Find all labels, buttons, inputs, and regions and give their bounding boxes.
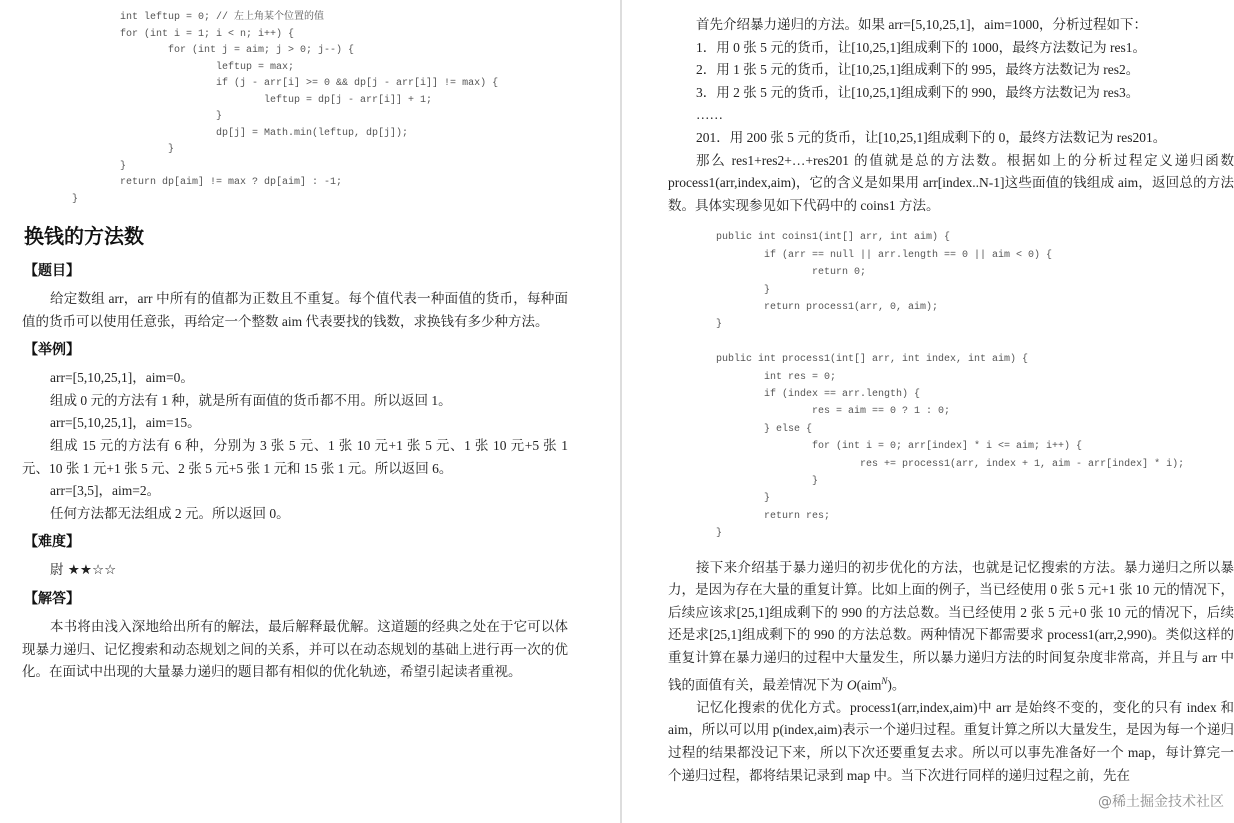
difficulty-rating: 尉 ★★☆☆ bbox=[50, 562, 117, 579]
code-block-dp: int leftup = 0; // 左上角某个位置的值 for (int i = 1; i < n; i++) { for (int j = aim; j > 0; j--) { leftup = max; if (j - arr[i] >= 0 && dp[j - arr[i]] != max) { leftup = dp[j - arr[i]] + 1; } dp[j] = Math.min(leftup, dp[j]); } } return dp[aim] != max ? dp[aim] : -1; } bbox=[72, 12, 499, 205]
step-line: 201．用 200 张 5 元的货币，让[10,25,1]组成剩下的 0，最终方法数记为 res201。 bbox=[696, 129, 1167, 145]
example-line: 组成 0 元的方法有 1 种，就是所有面值的货币都不用。所以返回 1。 bbox=[50, 392, 452, 408]
memo-paragraph: 接下来介绍基于暴力递归的初步优化的方法，也就是记忆搜索的方法。暴力递归之所以暴力，是因为存在大量的重复计算。比如上面的例子，当已经使用 0 张 5 元+1 张 10 元的情况下，后续应该求[25,1]组成剩下的 990 的方法总数。当已经使用 2 张 5 元+0 张 10 元的情况下，后续还是求[25,1]组成剩下的 990 的方法总数。两种情况下都需要求 process1(arr,2,990)。类似这样的重复计算在暴力递归的过程中大量发生，所以暴力递归方法的时间复杂度非常高，并且与 arr 中钱的面值有关，最差情况下为 O(aim$^N$)。 bbox=[668, 559, 1234, 693]
example-line: 组成 15 元的方法有 6 种，分别为 3 张 5 元、1 张 10 元+1 张 5 元、1 张 10 元+5 张 1 元、10 张 1 元+1 张 5 元、2 张 5 元+5 张 1 元和 15 张 1 元。所以返回 6。 bbox=[22, 437, 568, 476]
heading-problem: 【题目】 bbox=[24, 263, 80, 279]
intro-line: 首先介绍暴力递归的方法。如果 arr=[5,10,25,1]，aim=1000，分析过程如下： bbox=[696, 17, 1147, 32]
memo-paragraphs bbox=[668, 557, 1234, 787]
memo-paragraph: 记忆化搜索的优化方式。process1(arr,index,aim)中 arr 是始终不变的，变化的只有 index 和 aim，所以可以用 p(index,aim)表示一个递归过程。重复计算之所以大量发生，是因为每一个递归过程的结果都没记下来，所以下次还要重复去求。所以可以事先准备好一个 map，每计算完一个递归过程，都将结果记录到 map 中。当下次进行同样的递归过程之前，先在 bbox=[668, 699, 1234, 783]
example-line: arr=[3,5]，aim=2。 bbox=[50, 483, 161, 499]
answer-text: 本书将由浅入深地给出所有的解法，最后解释最优解。这道题的经典之处在于它可以体现暴力递归、记忆搜索和动态规划之间的关系，并可以在动态规划的基础上进行再一次的优化。在面试中出现的大量暴力递归的题目都有相似的优化轨迹，希望引起读者重视。 bbox=[22, 618, 568, 680]
right-page bbox=[622, 0, 1234, 823]
section-title: 换钱的方法数 bbox=[24, 224, 144, 248]
step-line: 3．用 2 张 5 元的货币，让[10,25,1]组成剩下的 990，最终方法数记为 res3。 bbox=[696, 84, 1140, 100]
example-list bbox=[22, 367, 568, 525]
complexity-o: O bbox=[846, 677, 857, 693]
example-line: arr=[5,10,25,1]，aim=0。 bbox=[50, 370, 194, 386]
watermark: @稀土掘金技术社区 bbox=[1098, 794, 1224, 811]
step-line: 1．用 0 张 5 元的货币，让[10,25,1]组成剩下的 1000，最终方法数记为 res1。 bbox=[696, 39, 1146, 55]
step-line: 2．用 1 张 5 元的货币，让[10,25,1]组成剩下的 995，最终方法数记为 res2。 bbox=[696, 62, 1140, 78]
code-block-coins1: public int coins1(int[] arr, int aim) { if (arr == null || arr.length == 0 || aim < 0) { return 0; } return process1(arr, 0, aim); } public int process1(int[] arr, int index, int aim) { int res = 0; if (index == arr.length) { res = aim == 0 ? 1 : 0; } else { for (int i = 0; arr[index] * i <= aim; i++) { res += process1(arr, index + 1, aim - arr[index] * i); } } return res; } bbox=[716, 232, 1185, 540]
step-line: …… bbox=[696, 107, 723, 123]
steps-block bbox=[668, 14, 1234, 217]
heading-difficulty: 【难度】 bbox=[24, 534, 80, 551]
example-line: arr=[5,10,25,1]，aim=15。 bbox=[50, 415, 201, 431]
recursion-paragraph: 那么 res1+res2+…+res201 的值就是总的方法数。根据如上的分析过程定义递归函数 process1(arr,index,aim)，它的含义是如果用 arr[index..N-1]这些面值的钱组成 aim，返回总的方法数。具体实现参见如下代码中的 coins1 方法。 bbox=[668, 152, 1234, 213]
complexity-exponent: N bbox=[881, 675, 888, 686]
heading-answer: 【解答】 bbox=[24, 590, 80, 607]
heading-example: 【举例】 bbox=[24, 342, 80, 359]
example-line: 任何方法都无法组成 2 元。所以返回 0。 bbox=[50, 505, 290, 521]
problem-text: 给定数组 arr，arr 中所有的值都为正数且不重复。每个值代表一种面值的货币，每种面值的货币可以使用任意张，再给定一个整数 aim 代表要找的钱数，求换钱有多少种方法。 bbox=[22, 291, 568, 329]
